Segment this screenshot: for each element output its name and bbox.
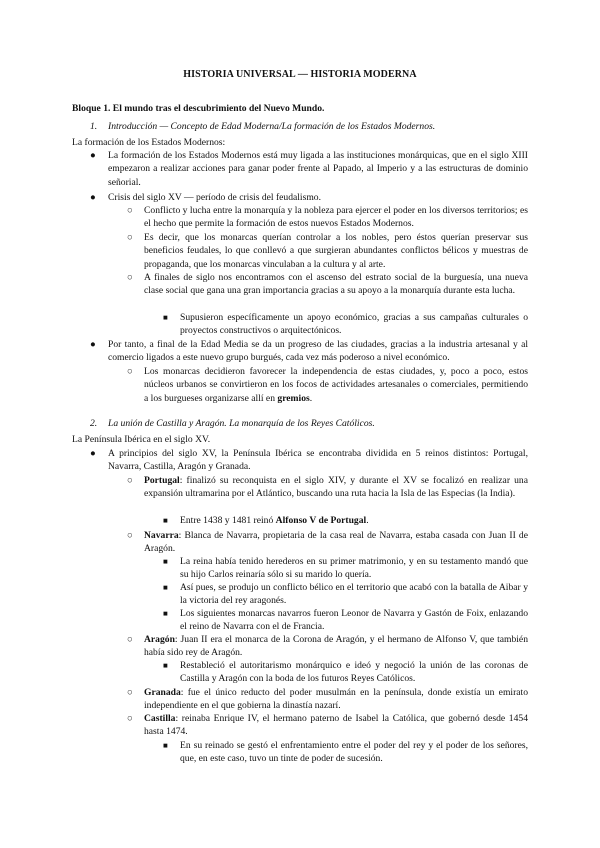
portugal-sub: Entre 1438 y 1481 reinó Alfonso V de Portugal. <box>180 515 369 526</box>
navarra-sub-1: La reina había tenido herederos en su primer matrimonio, y en su testamento mandó que su hijo Carlos reinaría sólo si su marido lo quería. <box>180 556 528 581</box>
s1-bullet-2: Crisis del siglo XV — período de crisis del feudalismo. <box>108 192 321 203</box>
document-title: HISTORIA UNIVERSAL — HISTORIA MODERNA <box>183 69 417 80</box>
s1-bullet-3a: Los monarcas decidieron favorecer la independencia de estas ciudades, y, poco a poco, estos núcleos urbanos se convirtieron en los focos de actividades artesanales o comerciales, permitiendo a los burgueses organizarse allí en gremios. <box>144 366 528 404</box>
bullet-icon: ● <box>90 339 96 350</box>
square-bullet-icon: ■ <box>163 609 168 618</box>
aragon-sub-1: Restableció el autoritarismo monárquico e ideó y negoció la unión de las coronas de Castilla y Aragón con la boda de los futuros Reyes Católicos. <box>180 660 528 685</box>
square-bullet-icon: ■ <box>163 741 168 750</box>
section-2-intro: La Península Ibérica en el siglo XV. <box>72 434 211 445</box>
circle-bullet-icon: ○ <box>127 272 133 283</box>
circle-bullet-icon: ○ <box>127 205 133 216</box>
s1-bullet-2c1: Supusieron específicamente un apoyo económico, gracias a sus campañas culturales o proyectos constructivos o arquitectónicos. <box>180 312 528 337</box>
square-bullet-icon: ■ <box>163 516 168 525</box>
circle-bullet-icon: ○ <box>127 366 133 377</box>
aragon-item: Aragón: Juan II era el monarca de la Corona de Aragón, y el hermano de Alfonso V, que también había sido rey de Aragón. <box>144 634 528 659</box>
circle-bullet-icon: ○ <box>127 634 133 645</box>
circle-bullet-icon: ○ <box>127 687 133 698</box>
castilla-item: Castilla: reinaba Enrique IV, el hermano paterno de Isabel la Católica, que gobernó desde 1454 hasta 1474. <box>144 713 528 738</box>
square-bullet-icon: ■ <box>163 583 168 592</box>
section-1-intro: La formación de los Estados Modernos: <box>72 137 226 148</box>
circle-bullet-icon: ○ <box>127 530 133 541</box>
navarra-sub-3: Los siguientes monarcas navarros fueron Leonor de Navarra y Gastón de Foix, enlazando el reino de Navarra con el de Francia. <box>180 608 528 633</box>
bullet-icon: ● <box>90 192 96 203</box>
section-2-heading: La unión de Castilla y Aragón. La monarquía de los Reyes Católicos. <box>108 418 375 429</box>
s2-bullet-1: A principios del siglo XV, la Península Ibérica se encontraba dividida en 5 reinos distintos: Portugal, Navarra, Castilla, Aragón y Granada. <box>108 448 528 473</box>
s1-bullet-2b: Es decir, que los monarcas querían controlar a los nobles, pero éstos querían preservar sus beneficios feudales, lo que conllevó a que surgieran abundantes conflictos bélicos y muestras de propaganda, que los monarcas vinculaban a la cultura y al arte. <box>144 232 528 270</box>
square-bullet-icon: ■ <box>163 313 168 322</box>
bloque-heading: Bloque 1. El mundo tras el descubrimiento del Nuevo Mundo. <box>72 103 325 114</box>
navarra-sub-2: Así pues, se produjo un conflicto bélico en el territorio que acabó con la batalla de Aibar y la victoria del rey aragonés. <box>180 582 528 607</box>
castilla-sub-1: En su reinado se gestó el enfrentamiento entre el poder del rey y el poder de los señores, que, en este caso, tuvo un tinte de poder de sucesión. <box>180 740 528 765</box>
circle-bullet-icon: ○ <box>127 232 133 243</box>
square-bullet-icon: ■ <box>163 557 168 566</box>
navarra-item: Navarra: Blanca de Navarra, propietaria de la casa real de Navarra, estaba casada con Juan II de Aragón. <box>144 530 528 555</box>
bullet-icon: ● <box>90 448 96 459</box>
s1-bullet-2a: Conflicto y lucha entre la monarquía y la nobleza para ejercer el poder en los diversos territorios; es el hecho que permite la formación de estos nuevos Estados Modernos. <box>144 205 528 230</box>
s1-bullet-1: La formación de los Estados Modernos está muy ligada a las instituciones monárquicas, que en el siglo XIII empezaron a realizar acciones para ganar poder frente al Papado, al Imperio y a las estructuras de dominio señorial. <box>108 150 528 188</box>
s1-bullet-3: Por tanto, a final de la Edad Media se da un progreso de las ciudades, gracias a la industria artesanal y al comercio ligados a este nuevo grupo burgués, cada vez más poderoso a nivel económico. <box>108 339 528 364</box>
granada-item: Granada: fue el único reducto del poder musulmán en la península, donde existía un emirato independiente en el que gobierna la dinastía nazarí. <box>144 687 528 712</box>
section-1-heading: Introducción — Concepto de Edad Moderna/La formación de los Estados Modernos. <box>108 121 436 132</box>
portugal-item: Portugal: finalizó su reconquista en el siglo XIV, y durante el XV se focalizó en realizar una expansión ultramarina por el Atlántico, buscando una ruta hacia la Isla de las Especias (la India). <box>144 475 528 500</box>
square-bullet-icon: ■ <box>163 661 168 670</box>
circle-bullet-icon: ○ <box>127 713 133 724</box>
circle-bullet-icon: ○ <box>127 475 133 486</box>
s1-bullet-2c: A finales de siglo nos encontramos con el ascenso del estrato social de la burguesía, una nueva clase social que gana una gran importancia gracias a su apoyo a la monarquía durante esta lucha. <box>144 272 528 297</box>
section-2-number: 2. <box>90 418 98 429</box>
bullet-icon: ● <box>90 150 96 161</box>
section-1-number: 1. <box>90 121 98 132</box>
